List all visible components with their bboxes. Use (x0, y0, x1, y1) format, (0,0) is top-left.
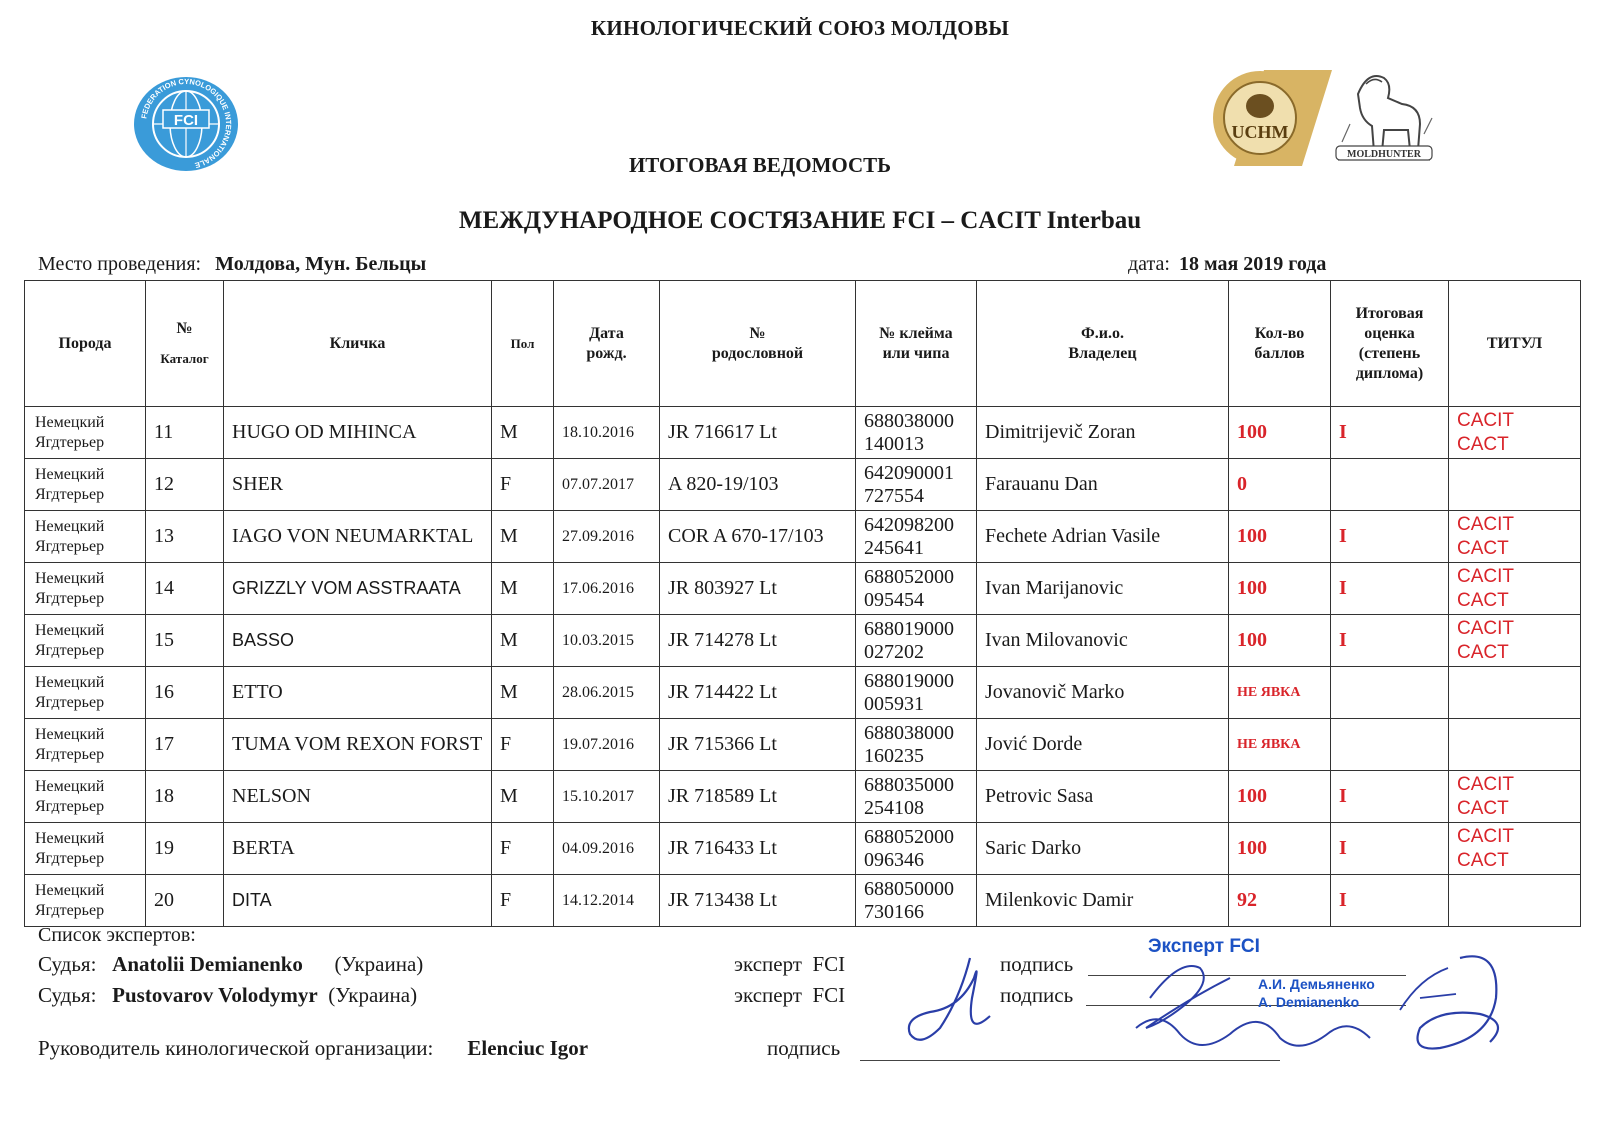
sex-cell: M (492, 615, 554, 667)
table-row (25, 459, 1581, 511)
points-cell: 0 (1229, 459, 1331, 511)
owner-cell: Fechete Adrian Vasile (977, 511, 1229, 563)
points-cell: 100 (1229, 563, 1331, 615)
uchm-logo-text: UCHM (1231, 122, 1289, 142)
breed-line-2: Ягдтерьер (35, 485, 105, 503)
breed-line-1: Немецкий (35, 465, 105, 483)
handwritten-signatures (900, 938, 1520, 1078)
col-dob (554, 281, 660, 407)
chip-cell (856, 459, 977, 511)
title-line-1: CACIT (1457, 617, 1514, 639)
chip-line-1: 688052000 (864, 565, 954, 588)
chip-cell (856, 771, 977, 823)
title-line-2: CACT (1457, 641, 1509, 663)
pedigree-cell: JR 715366 Lt (660, 719, 856, 771)
breed-line-2: Ягдтерьер (35, 693, 105, 711)
points-cell: 100 (1229, 511, 1331, 563)
breed-line-2: Ягдтерьер (35, 745, 105, 763)
grade-cell: I (1331, 771, 1449, 823)
grade-cell: I (1331, 407, 1449, 459)
title-cell (1449, 771, 1581, 823)
breed-cell (25, 563, 146, 615)
owner-cell: Farauanu Dan (977, 459, 1229, 511)
grade-cell: I (1331, 875, 1449, 927)
judge-role: эксперт FCI (734, 983, 846, 1007)
dog-name-cell: ETTO (224, 667, 492, 719)
dob-cell: 18.10.2016 (554, 407, 660, 459)
owner-cell: Saric Darko (977, 823, 1229, 875)
pedigree-cell: JR 714422 Lt (660, 667, 856, 719)
dob-cell: 17.06.2016 (554, 563, 660, 615)
breed-cell (25, 459, 146, 511)
grade-cell (1331, 667, 1449, 719)
breed-line-1: Немецкий (35, 777, 105, 795)
chip-line-1: 688035000 (864, 773, 954, 796)
breed-cell (25, 407, 146, 459)
catalog-cell: 11 (146, 407, 224, 459)
points-cell: 100 (1229, 615, 1331, 667)
col-grade (1331, 281, 1449, 407)
sex-cell: F (492, 459, 554, 511)
catalog-cell: 13 (146, 511, 224, 563)
catalog-cell: 12 (146, 459, 224, 511)
dob-cell: 04.09.2016 (554, 823, 660, 875)
judge-line-2 (38, 983, 417, 1008)
dob-cell: 19.07.2016 (554, 719, 660, 771)
expert-stamp-title: Эксперт FCI (1148, 936, 1260, 957)
chip-line-1: 688019000 (864, 617, 954, 640)
fci-logo-text: FCI (173, 112, 199, 129)
sex-cell: F (492, 719, 554, 771)
fci-logo (133, 76, 239, 172)
grade-cell: I (1331, 615, 1449, 667)
pedigree-cell: JR 714278 Lt (660, 615, 856, 667)
breed-cell (25, 823, 146, 875)
signature-label: подпись (767, 1036, 841, 1060)
title-line-1: CACIT (1457, 409, 1514, 431)
head-label: Руководитель кинологической организации: (38, 1036, 434, 1060)
pedigree-cell: JR 716617 Lt (660, 407, 856, 459)
judge-name: Anatolii Demianenko (112, 952, 303, 976)
chip-cell (856, 563, 977, 615)
catalog-cell: 17 (146, 719, 224, 771)
judge-role: эксперт FCI (734, 952, 846, 976)
chip-cell (856, 719, 977, 771)
col-pedigree (660, 281, 856, 407)
catalog-cell: 20 (146, 875, 224, 927)
title-line-1: CACIT (1457, 513, 1514, 535)
points-cell: 100 (1229, 771, 1331, 823)
table-row (25, 407, 1581, 459)
dob-cell: 15.10.2017 (554, 771, 660, 823)
expert-stamp-line1: А.И. Демьяненко (1258, 976, 1375, 992)
uchm-logo (1204, 68, 1336, 168)
expert-stamp-line2: A. Demianenko (1258, 994, 1360, 1010)
chip-line-2: 727554 (864, 484, 924, 507)
table-row (25, 719, 1581, 771)
breed-line-2: Ягдтерьер (35, 589, 105, 607)
grade-cell: I (1331, 823, 1449, 875)
chip-line-2: 254108 (864, 796, 924, 819)
sex-cell: F (492, 875, 554, 927)
table-row (25, 615, 1581, 667)
dog-name-cell: GRIZZLY VOM ASSTRAATA (224, 563, 492, 615)
event-date (1128, 253, 1326, 276)
chip-line-1: 688050000 (864, 877, 954, 900)
chip-line-2: 027202 (864, 640, 924, 663)
grade-cell: I (1331, 511, 1449, 563)
title-line-2: CACT (1457, 589, 1509, 611)
owner-cell: Ivan Milovanovic (977, 615, 1229, 667)
owner-cell: Dimitrijevič Zoran (977, 407, 1229, 459)
chip-line-2: 005931 (864, 692, 924, 715)
chip-line-1: 688038000 (864, 721, 954, 744)
col-grade-1: Итоговая (1355, 304, 1424, 322)
catalog-cell: 14 (146, 563, 224, 615)
col-sex: Пол (492, 281, 554, 407)
title-cell (1449, 615, 1581, 667)
col-owner (977, 281, 1229, 407)
breed-cell (25, 719, 146, 771)
dob-cell: 07.07.2017 (554, 459, 660, 511)
col-points-1: Кол-во (1254, 324, 1305, 342)
col-points-2: баллов (1254, 344, 1305, 362)
chip-line-2: 730166 (864, 900, 924, 923)
breed-line-2: Ягдтерьер (35, 641, 105, 659)
chip-cell (856, 667, 977, 719)
signature-label: подпись (1000, 983, 1074, 1007)
breed-line-1: Немецкий (35, 725, 105, 743)
col-catalog-no: № (176, 319, 193, 337)
judge-line-1 (38, 952, 423, 977)
catalog-cell: 18 (146, 771, 224, 823)
date-value: 18 мая 2019 года (1178, 253, 1327, 275)
date-label: дата: (1128, 253, 1170, 275)
col-breed: Порода (25, 281, 146, 407)
col-points (1229, 281, 1331, 407)
breed-line-2: Ягдтерьер (35, 433, 105, 451)
title-cell (1449, 875, 1581, 927)
owner-cell: Ivan Marijanovic (977, 563, 1229, 615)
title-line-2: CACT (1457, 797, 1509, 819)
pedigree-cell: JR 803927 Lt (660, 563, 856, 615)
dog-name-cell: DITA (224, 875, 492, 927)
title-line-1: CACIT (1457, 825, 1514, 847)
breed-cell (25, 615, 146, 667)
chip-line-2: 140013 (864, 432, 924, 455)
dob-cell: 14.12.2014 (554, 875, 660, 927)
breed-line-1: Немецкий (35, 881, 105, 899)
dog-name-cell: NELSON (224, 771, 492, 823)
venue-label: Место проведения: (38, 253, 202, 275)
col-owner-2: Владелец (1068, 344, 1137, 362)
sex-cell: M (492, 771, 554, 823)
dob-cell: 27.09.2016 (554, 511, 660, 563)
breed-line-1: Немецкий (35, 621, 105, 639)
judge-label: Судья: (38, 952, 97, 976)
title-cell (1449, 563, 1581, 615)
points-cell: НЕ ЯВКА (1229, 719, 1331, 771)
title-cell (1449, 823, 1581, 875)
table-row (25, 511, 1581, 563)
breed-line-1: Немецкий (35, 569, 105, 587)
moldhunter-logo-text: MOLDHUNTER (1347, 149, 1421, 160)
pedigree-cell: JR 718589 Lt (660, 771, 856, 823)
pedigree-cell: A 820-19/103 (660, 459, 856, 511)
chip-line-1: 688019000 (864, 669, 954, 692)
col-dob-1: Дата (589, 324, 624, 342)
dog-name-cell: BERTA (224, 823, 492, 875)
pedigree-cell: JR 716433 Lt (660, 823, 856, 875)
organization-head (38, 1036, 588, 1061)
breed-line-2: Ягдтерьер (35, 537, 105, 555)
owner-cell: Jovanovič Marko (977, 667, 1229, 719)
col-name: Кличка (224, 281, 492, 407)
breed-cell (25, 511, 146, 563)
chip-line-1: 688038000 (864, 409, 954, 432)
sex-cell: M (492, 407, 554, 459)
grade-cell: I (1331, 563, 1449, 615)
chip-cell (856, 823, 977, 875)
chip-line-2: 096346 (864, 848, 924, 871)
title-cell (1449, 667, 1581, 719)
signature-line (860, 1060, 1280, 1061)
table-row (25, 771, 1581, 823)
breed-line-1: Немецкий (35, 673, 105, 691)
sex-cell: M (492, 667, 554, 719)
points-cell: 100 (1229, 823, 1331, 875)
chip-line-2: 095454 (864, 588, 924, 611)
pedigree-cell: JR 713438 Lt (660, 875, 856, 927)
points-cell: НЕ ЯВКА (1229, 667, 1331, 719)
breed-line-2: Ягдтерьер (35, 797, 105, 815)
owner-cell: Jović Dorde (977, 719, 1229, 771)
dob-cell: 10.03.2015 (554, 615, 660, 667)
col-catalog (146, 281, 224, 407)
moldhunter-logo (1328, 64, 1440, 172)
points-cell: 100 (1229, 407, 1331, 459)
dog-name-cell: HUGO OD MIHINCA (224, 407, 492, 459)
breed-line-2: Ягдтерьер (35, 901, 105, 919)
table-row (25, 875, 1581, 927)
competition-title: МЕЖДУНАРОДНОЕ СОСТЯЗАНИЕ FCI – CACIT Interbau (458, 207, 1142, 234)
signature-label: подпись (1000, 952, 1074, 976)
title-line-2: CACT (1457, 537, 1509, 559)
catalog-cell: 15 (146, 615, 224, 667)
table-row (25, 823, 1581, 875)
judge-name: Pustovarov Volodymyr (112, 983, 318, 1007)
grade-cell (1331, 719, 1449, 771)
judge-label: Судья: (38, 983, 97, 1007)
breed-cell (25, 875, 146, 927)
title-line-2: CACT (1457, 849, 1509, 871)
experts-heading: Список экспертов: (38, 924, 196, 946)
title-cell (1449, 459, 1581, 511)
breed-line-1: Немецкий (35, 413, 105, 431)
pedigree-cell: COR A 670-17/103 (660, 511, 856, 563)
results-table (24, 280, 1581, 927)
chip-cell (856, 407, 977, 459)
col-dob-2: рожд. (586, 344, 627, 362)
chip-cell (856, 615, 977, 667)
chip-line-2: 160235 (864, 744, 924, 767)
points-cell: 92 (1229, 875, 1331, 927)
breed-line-1: Немецкий (35, 517, 105, 535)
table-row (25, 667, 1581, 719)
org-name: КИНОЛОГИЧЕСКИЙ СОЮЗ МОЛДОВЫ (590, 16, 1010, 40)
table-header-row (25, 281, 1581, 407)
table-row (25, 563, 1581, 615)
sex-cell: M (492, 511, 554, 563)
chip-line-1: 688052000 (864, 825, 954, 848)
sex-cell: F (492, 823, 554, 875)
breed-cell (25, 771, 146, 823)
title-line-2: CACT (1457, 433, 1509, 455)
col-grade-3: (степень (1358, 344, 1421, 362)
title-cell (1449, 719, 1581, 771)
col-grade-2: оценка (1364, 324, 1415, 342)
col-chip-2: или чипа (882, 344, 950, 362)
title-cell (1449, 407, 1581, 459)
col-pedigree-2: родословной (711, 344, 804, 362)
breed-line-2: Ягдтерьер (35, 849, 105, 867)
dog-name-cell: TUMA VOM REXON FORST (224, 719, 492, 771)
breed-line-1: Немецкий (35, 829, 105, 847)
owner-cell: Milenkovic Damir (977, 875, 1229, 927)
col-grade-4: диплома) (1355, 364, 1424, 382)
venue-value: Молдова, Мун. Бельцы (215, 253, 427, 275)
dog-name-cell: SHER (224, 459, 492, 511)
dog-name-cell: IAGO VON NEUMARKTAL (224, 511, 492, 563)
head-name: Elenciuc Igor (467, 1036, 589, 1060)
col-owner-1: Ф.и.о. (1081, 324, 1124, 342)
col-title: ТИТУЛ (1449, 281, 1581, 407)
title-line-1: CACIT (1457, 565, 1514, 587)
col-catalog-word: Каталог (160, 350, 209, 366)
breed-cell (25, 667, 146, 719)
col-chip (856, 281, 977, 407)
chip-line-1: 642090001 (864, 461, 954, 484)
sex-cell: M (492, 563, 554, 615)
chip-cell (856, 875, 977, 927)
col-chip-1: № клейма (879, 324, 953, 342)
grade-cell (1331, 459, 1449, 511)
chip-line-2: 245641 (864, 536, 924, 559)
title-cell (1449, 511, 1581, 563)
dob-cell: 28.06.2015 (554, 667, 660, 719)
owner-cell: Petrovic Sasa (977, 771, 1229, 823)
judge-country: (Украина) (334, 952, 424, 976)
dog-name-cell: BASSO (224, 615, 492, 667)
catalog-cell: 16 (146, 667, 224, 719)
judge-country: (Украина) (328, 983, 418, 1007)
chip-cell (856, 511, 977, 563)
col-pedigree-1: № (749, 324, 766, 342)
title-line-1: CACIT (1457, 773, 1514, 795)
venue (38, 253, 426, 276)
fci-ring-text: FEDERATION CYNOLOGIQUE INTERNATIONALE (139, 76, 234, 170)
document-title: ИТОГОВАЯ ВЕДОМОСТЬ (628, 153, 892, 177)
catalog-cell: 19 (146, 823, 224, 875)
chip-line-1: 642098200 (864, 513, 954, 536)
